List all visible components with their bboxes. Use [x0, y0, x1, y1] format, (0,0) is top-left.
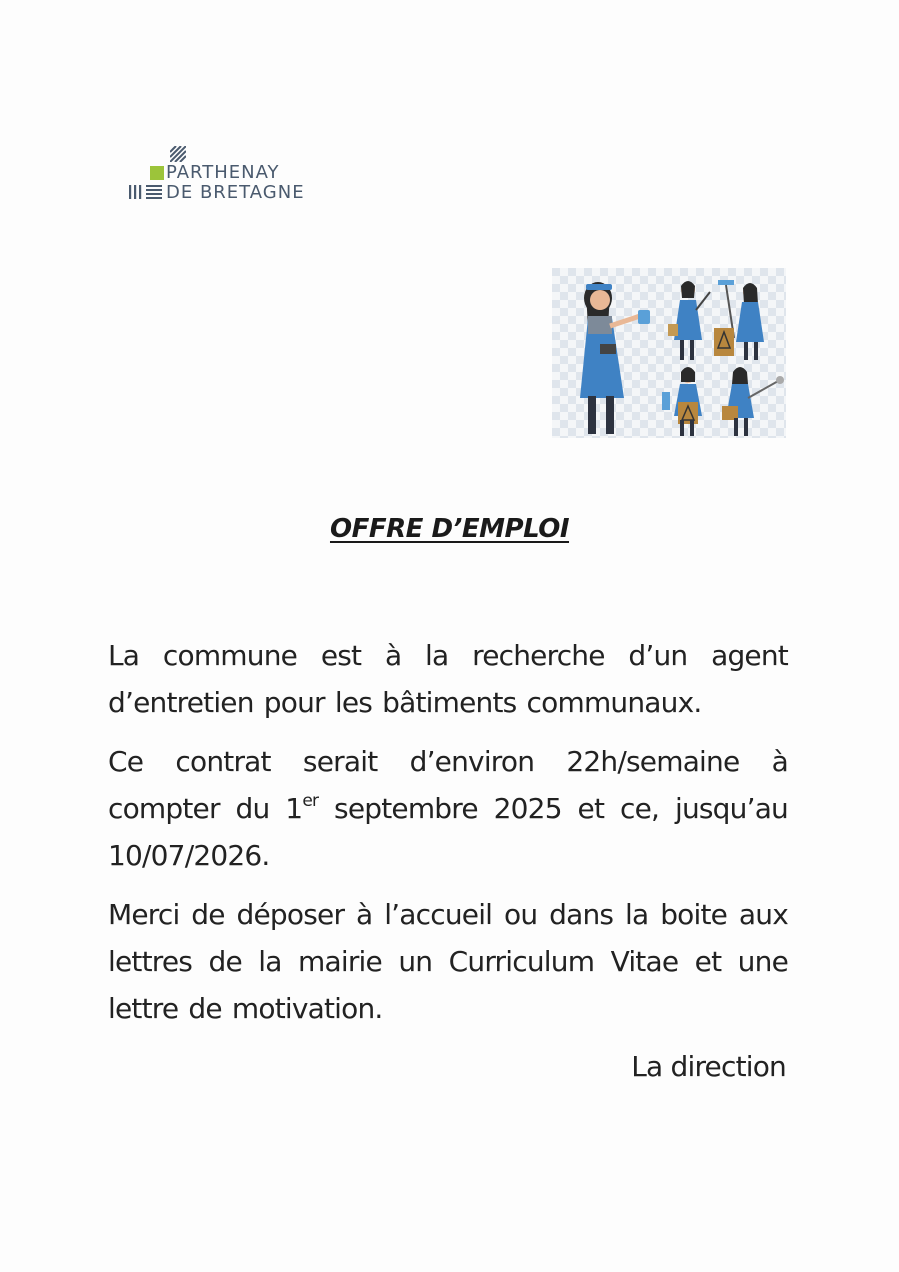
paragraph-search: La commune est à la recherche d’un agent d’entretien pour les bâtiments communaux.: [108, 639, 788, 719]
ordinal-superscript: er: [302, 790, 319, 811]
page-title: OFFRE D’EMPLOI: [329, 514, 570, 544]
logo-bars-icon: [128, 184, 166, 200]
signature: La direction: [631, 1050, 786, 1083]
paragraph-contract: [108, 738, 788, 879]
job-offer-body: [108, 632, 788, 1044]
contract-text-end: septembre 2025 et ce, jusqu’au 10/07/2026.: [108, 792, 789, 872]
logo-green-square: [150, 166, 164, 180]
logo-text-line2: DE BRETAGNE: [166, 182, 305, 203]
cleaning-staff-illustration: [552, 268, 786, 438]
logo-hatch-icon: [170, 146, 186, 162]
logo-text-line1: PARTHENAY: [166, 162, 280, 183]
paragraph-application: Merci de déposer à l’accueil ou dans la boite aux lettres de la mairie un Curriculum Vitae et une lettre de motivation.: [108, 898, 788, 1025]
parthenay-de-bretagne-logo: [128, 146, 338, 208]
contract-text-start: Ce contrat serait d’environ 22h/semaine à compter du 1: [108, 745, 788, 825]
